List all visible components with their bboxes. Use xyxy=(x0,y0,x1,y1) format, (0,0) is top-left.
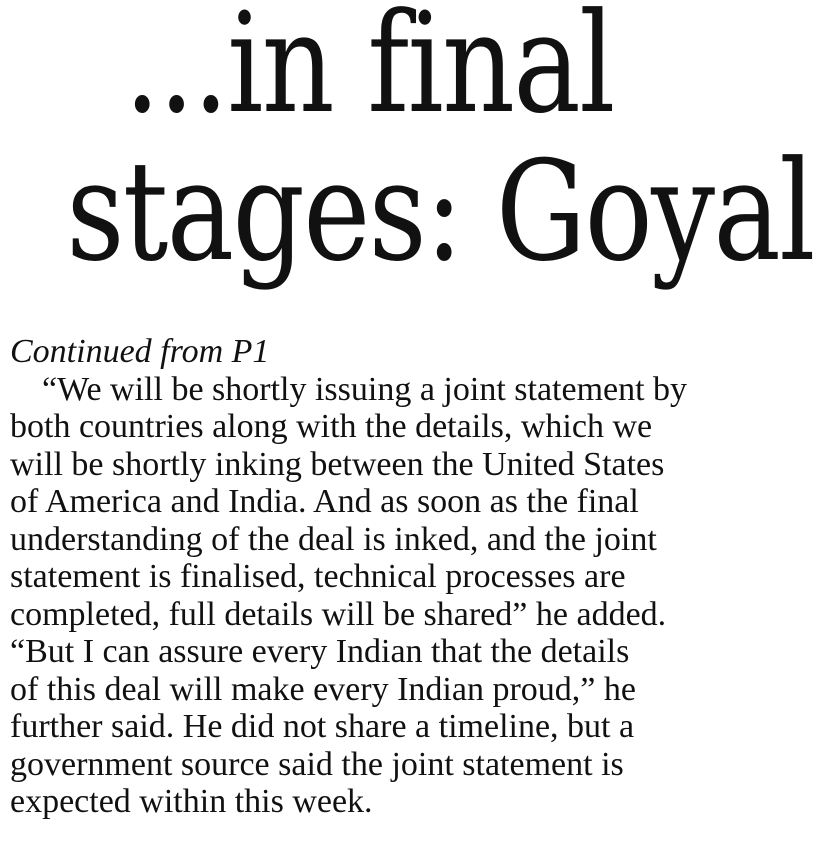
article-line: understanding of the deal is inked, and the joint xyxy=(10,520,657,558)
article-line: of this deal will make every Indian proud,” he xyxy=(10,670,636,708)
article-line: government source said the joint statement is xyxy=(10,745,624,783)
article-line: completed, full details will be shared” he added. xyxy=(10,595,667,633)
article-line: will be shortly inking between the United States xyxy=(10,445,665,483)
article-line: “But I can assure every Indian that the details xyxy=(10,633,630,670)
article-body xyxy=(10,333,734,821)
continued-from-label: Continued from P1 xyxy=(10,333,270,370)
headline-line-1: ...in final xyxy=(124,0,614,144)
article-line: expected within this week. xyxy=(10,783,373,820)
article-line: “We will be shortly issuing a joint statement by xyxy=(42,370,688,408)
article-line: of America and India. And as soon as the final xyxy=(10,483,639,520)
headline xyxy=(0,0,814,292)
headline-line-2: stages: Goyal xyxy=(66,131,814,292)
article-line: statement is finalised, technical processes are xyxy=(10,558,626,595)
article-line: further said. He did not share a timeline, but a xyxy=(10,708,635,745)
article-line: both countries along with the details, which we xyxy=(10,408,653,445)
